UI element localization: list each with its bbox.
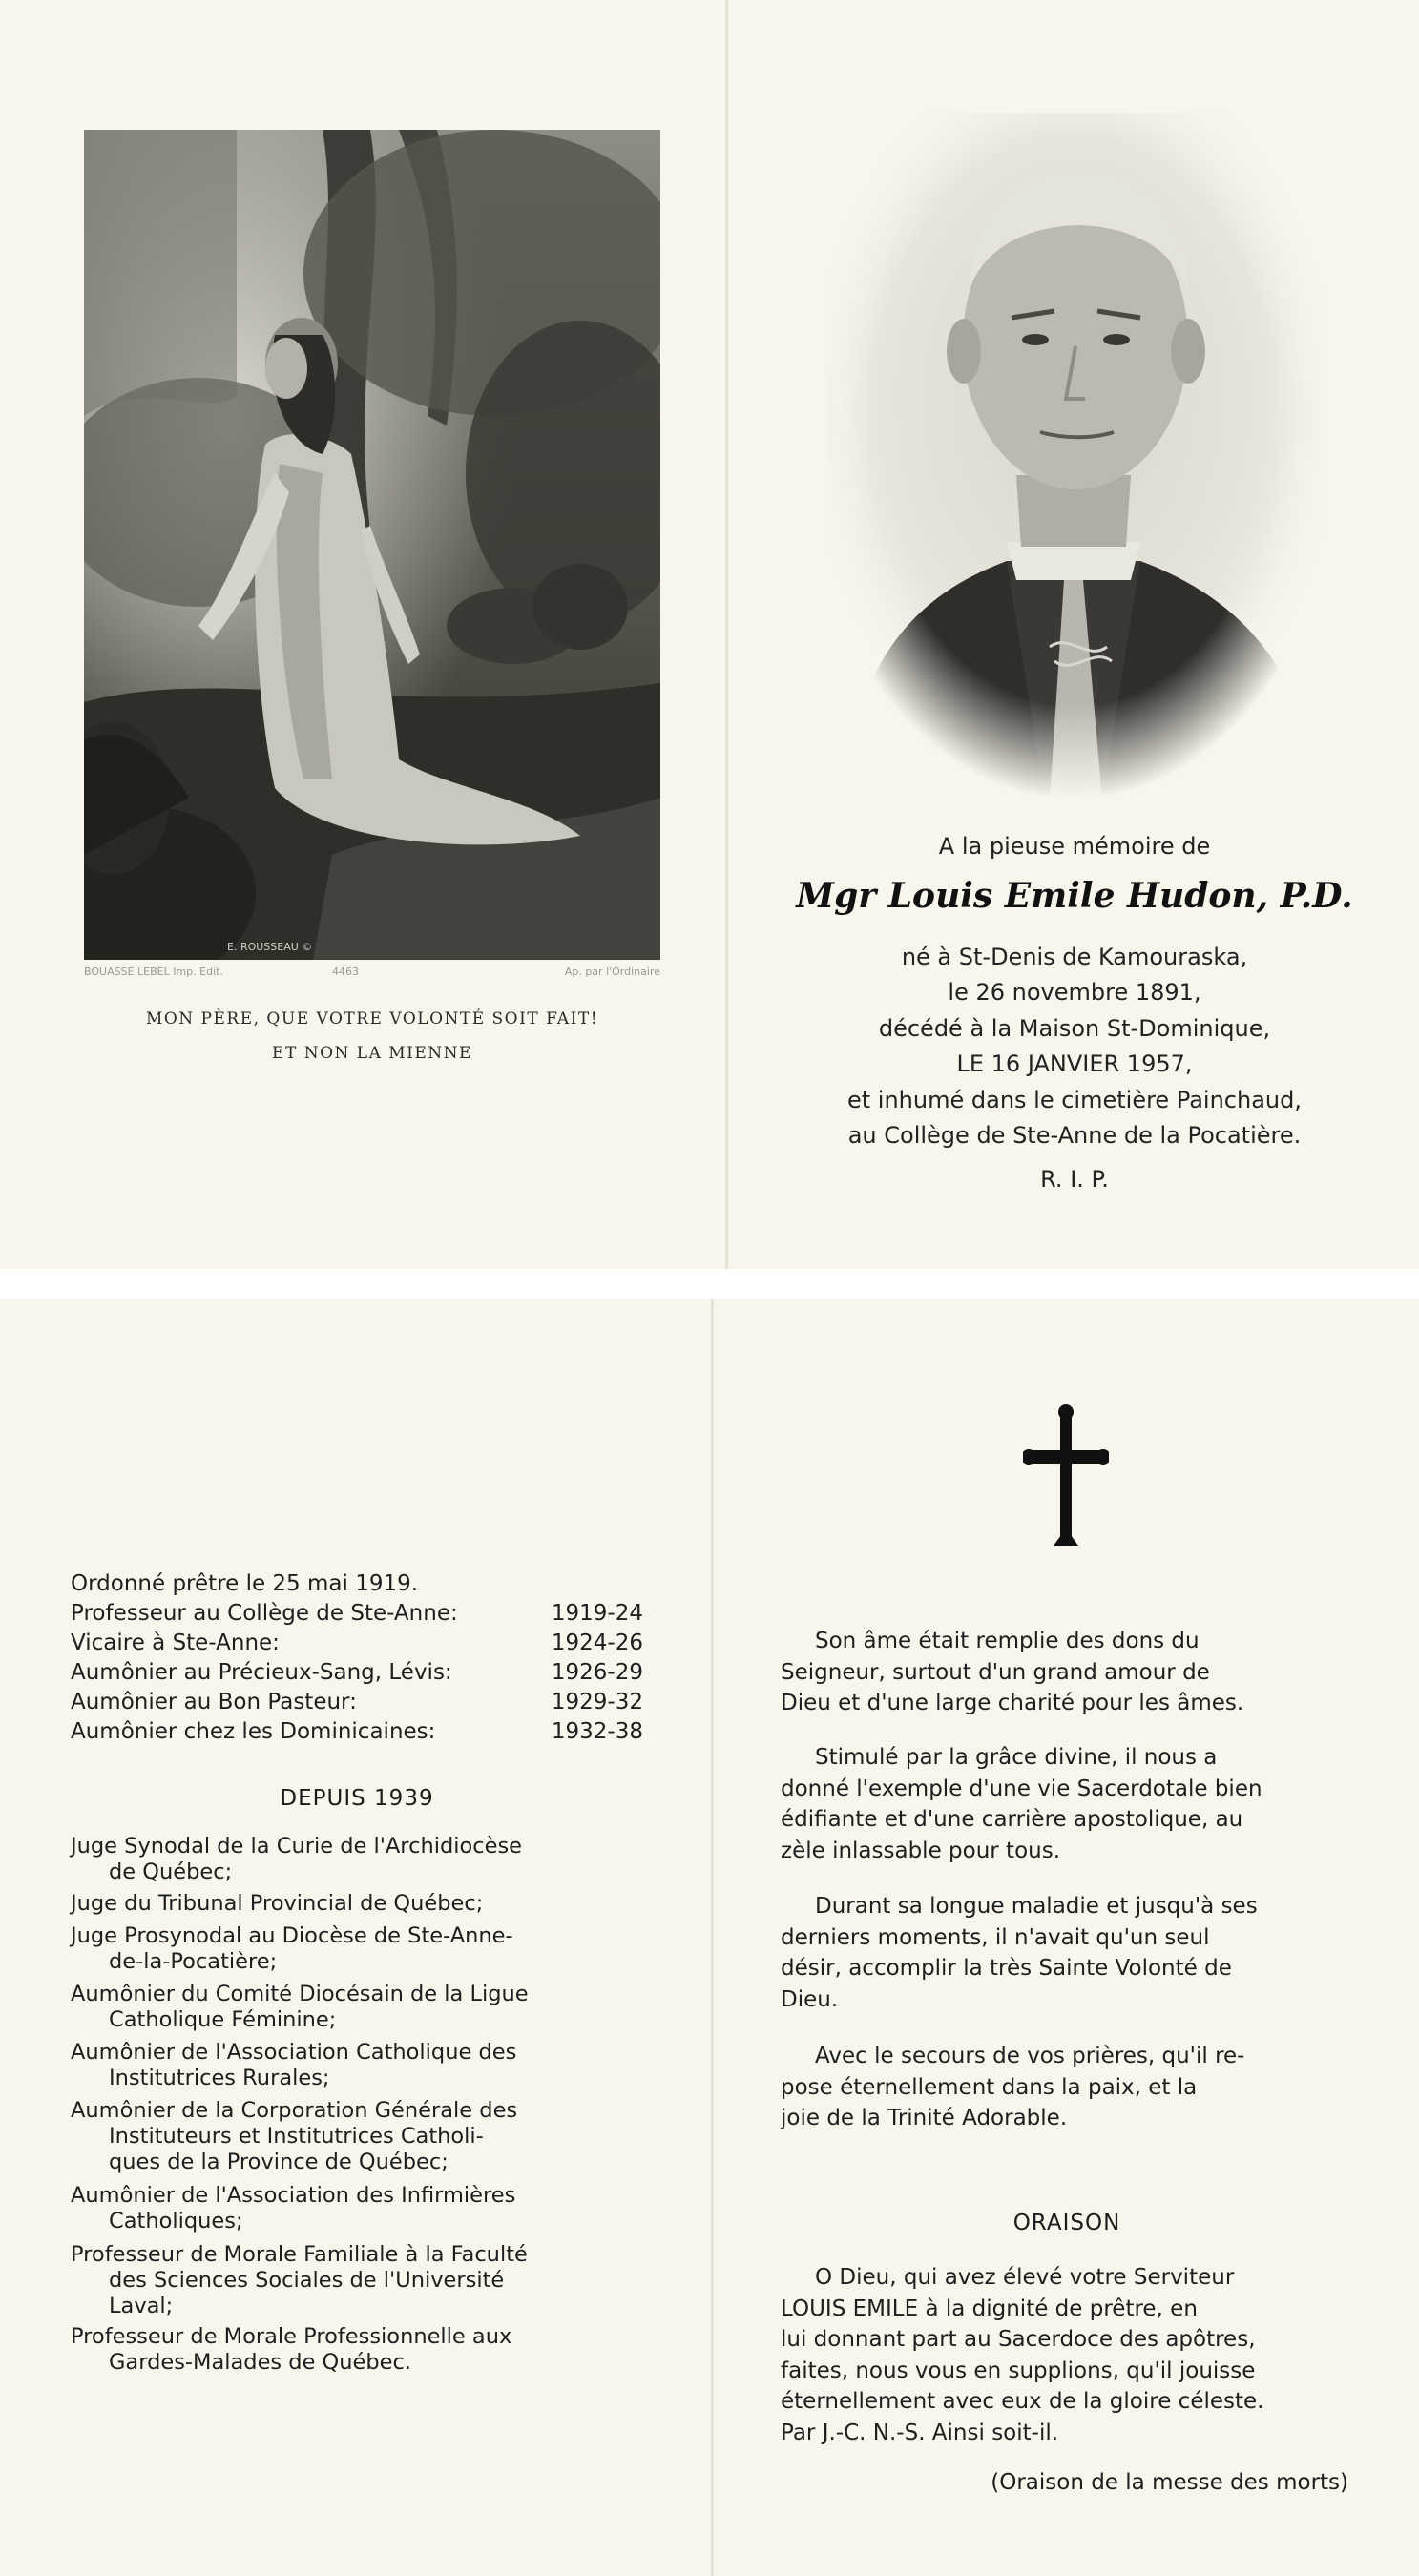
role-line: Aumônier du Comité Diocésain de la Ligue: [71, 1982, 529, 2006]
tribute-line: édifiante et d'une carrière apostolique, au: [781, 1807, 1243, 1832]
career-label: Professeur au Collège de Ste-Anne:: [71, 1601, 458, 1626]
tribute-line: donné l'exemple d'une vie Sacerdotale bien: [781, 1776, 1262, 1801]
tribute-line: derniers moments, il n'avait qu'un seul: [781, 1924, 1210, 1950]
tribute-line: désir, accomplir la très Sainte Volonté de: [781, 1956, 1232, 1981]
career-row: [71, 1658, 643, 1688]
prayer-source: (Oraison de la messe des morts): [991, 2470, 1348, 2495]
role-entry: [71, 2040, 643, 2091]
tribute-line: Son âme était remplie des dons du: [815, 1629, 1200, 1653]
prayer-line: lui donnant part au Sacerdoce des apôtres,: [781, 2327, 1256, 2352]
tribute-paragraph: [781, 1742, 1353, 1866]
role-line-cont: Catholique Féminine;: [109, 2007, 337, 2032]
role-entry: [71, 1834, 643, 1885]
tribute-paragraph: [781, 1891, 1353, 2015]
role-line: Professeur de Morale Professionnelle aux: [71, 2324, 512, 2349]
print-credit-number: 4463: [332, 966, 359, 978]
prayer-text: [781, 2262, 1353, 2448]
role-entry: [71, 2183, 643, 2234]
prayer-heading: ORAISON: [1012, 2211, 1121, 2235]
role-line: Professeur de Morale Familiale à la Faculté: [71, 2242, 528, 2267]
career-row: [71, 1688, 643, 1717]
rip: R. I. P.: [1040, 1166, 1109, 1193]
role-entry: [71, 1891, 643, 1917]
tribute-line: Dieu et d'une large charité pour les âmes.: [781, 1691, 1244, 1715]
career-label: Ordonné prêtre le 25 mai 1919.: [71, 1571, 419, 1596]
role-line: Aumônier de l'Association des Infirmières: [71, 2183, 516, 2208]
role-entry: [71, 2324, 643, 2376]
career-label: Vicaire à Ste-Anne:: [71, 1631, 280, 1655]
role-line: Juge Prosynodal au Diocèse de Ste-Anne-: [71, 1923, 513, 1948]
memorial-line-birthdate: le 26 novembre 1891,: [948, 979, 1201, 1006]
career-label: Aumônier au Précieux-Sang, Lévis:: [71, 1660, 452, 1685]
print-credit-right: Ap. par l'Ordinaire: [564, 966, 660, 978]
memorial-line-death-date: LE 16 JANVIER 1957,: [956, 1050, 1193, 1077]
tribute-line: Dieu.: [781, 1986, 839, 2012]
role-line: Juge Synodal de la Curie de l'Archidiocèse: [71, 1834, 523, 1859]
memorial-line-burial: et inhumé dans le cimetière Painchaud,: [847, 1087, 1302, 1113]
prayer-line: Par J.-C. N.-S. Ainsi soit-il.: [781, 2420, 1059, 2445]
cross-icon: [1023, 1404, 1109, 1551]
tribute-paragraph: [781, 1626, 1353, 1719]
career-list: [71, 1569, 643, 1747]
role-line-cont: de-la-Pocatière;: [109, 1949, 278, 1974]
memorial-line-birthplace: né à St-Denis de Kamouraska,: [901, 944, 1248, 970]
deceased-name: Mgr Louis Emile Hudon, P.D.: [796, 876, 1353, 916]
back-fold-line: [711, 1299, 714, 2576]
role-entry: [71, 1982, 643, 2033]
career-row: [71, 1599, 643, 1629]
role-line-cont: Instituteurs et Institutrices Catholi-: [109, 2124, 484, 2149]
career-years: 1932-38: [551, 1719, 643, 1744]
card-separator: [0, 1269, 1419, 1299]
tribute-paragraph: [781, 2041, 1353, 2134]
role-line-cont: Gardes-Malades de Québec.: [109, 2350, 412, 2375]
memorial-line-college: au Collège de Ste-Anne de la Pocatière.: [847, 1122, 1302, 1149]
role-line-cont: ques de la Province de Québec;: [109, 2150, 449, 2174]
career-years: 1919-24: [551, 1601, 643, 1626]
role-entry: [71, 2242, 643, 2319]
role-line-cont: Catholiques;: [109, 2209, 243, 2233]
portrait-photo: [825, 113, 1322, 800]
tribute-line: Avec le secours de vos prières, qu'il re-: [815, 2044, 1245, 2068]
tribute-line: joie de la Trinité Adorable.: [781, 2106, 1068, 2130]
career-label: Aumônier chez les Dominicaines:: [71, 1719, 436, 1744]
career-row: [71, 1569, 643, 1599]
role-entry: [71, 2098, 643, 2175]
career-years: 1929-32: [551, 1690, 643, 1714]
career-years: 1926-29: [551, 1660, 643, 1685]
career-years: 1924-26: [551, 1631, 643, 1655]
tribute-line: zèle inlassable pour tous.: [781, 1838, 1061, 1863]
role-line-cont: de Québec;: [109, 1859, 233, 1884]
prayer-line: faites, nous vous en supplions, qu'il jouisse: [781, 2358, 1256, 2383]
career-row: [71, 1717, 643, 1747]
role-line-cont: Laval;: [109, 2294, 174, 2318]
print-credit-line: [84, 966, 660, 981]
role-line: Aumônier de la Corporation Générale des: [71, 2098, 518, 2123]
since-heading: DEPUIS 1939: [280, 1786, 434, 1811]
gethsemane-illustration: [84, 130, 660, 960]
role-line-cont: des Sciences Sociales de l'Université: [109, 2268, 505, 2293]
caption-line-1: MON PÈRE, QUE VOTRE VOLONTÉ SOIT FAIT!: [145, 1009, 599, 1028]
artist-signature: E. ROUSSEAU ©: [227, 941, 313, 953]
role-line: Juge du Tribunal Provincial de Québec;: [71, 1891, 484, 1916]
tribute-line: Durant sa longue maladie et jusqu'à ses: [815, 1894, 1258, 1919]
memorial-intro: A la pieuse mémoire de: [938, 833, 1211, 860]
tribute-line: pose éternellement dans la paix, et la: [781, 2074, 1198, 2100]
career-row: [71, 1629, 643, 1658]
role-line: Aumônier de l'Association Catholique des: [71, 2040, 517, 2065]
front-fold-line: [725, 0, 728, 1269]
prayer-line: éternellement avec eux de la gloire céleste.: [781, 2389, 1264, 2414]
role-line-cont: Institutrices Rurales;: [109, 2066, 330, 2090]
tribute-line: Seigneur, surtout d'un grand amour de: [781, 1659, 1210, 1685]
print-credit-left: BOUASSE LEBEL Imp. Edit.: [84, 966, 223, 978]
prayer-line: LOUIS EMILE à la dignité de prêtre, en: [781, 2296, 1198, 2321]
memorial-line-death-place: décédé à la Maison St-Dominique,: [878, 1015, 1271, 1042]
tribute-line: Stimulé par la grâce divine, il nous a: [815, 1745, 1218, 1770]
caption-line-2: ET NON LA MIENNE: [272, 1044, 472, 1063]
career-label: Aumônier au Bon Pasteur:: [71, 1690, 357, 1714]
prayer-line: O Dieu, qui avez élevé votre Serviteur: [815, 2265, 1235, 2290]
role-entry: [71, 1923, 643, 1975]
